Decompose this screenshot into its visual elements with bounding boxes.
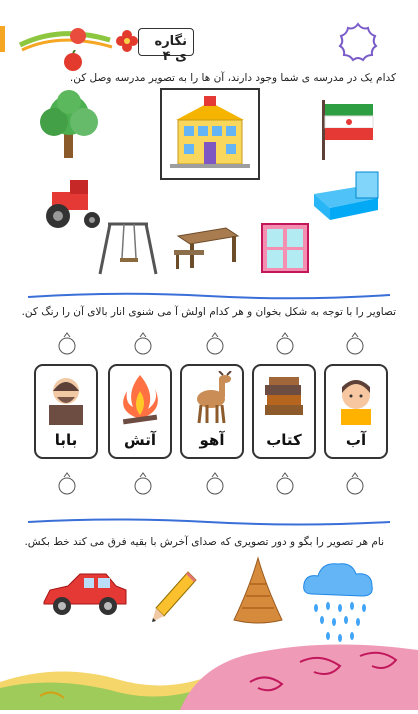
pomegranate-icon[interactable] <box>134 332 152 356</box>
decorative-frame-icon <box>336 22 380 66</box>
pomegranate-icon[interactable] <box>58 472 76 496</box>
pomegranate-icon[interactable] <box>134 472 152 496</box>
header-apple-icon <box>62 50 84 72</box>
tree-icon <box>34 90 104 160</box>
card-word: بابا <box>54 431 78 449</box>
section2-instruction: تصاویر را با توجه به شکل بخوان و هر کدام اولش آ می شنوی انار بالای آن را رنگ کن. <box>21 306 396 318</box>
card-word: آب <box>345 431 367 449</box>
books-icon <box>259 371 309 425</box>
cone-icon <box>232 556 284 626</box>
pomegranate-icon[interactable] <box>276 332 294 356</box>
swing-icon <box>96 220 160 276</box>
card-word: آهو <box>199 431 225 449</box>
pomegranate-icon[interactable] <box>206 332 224 356</box>
school-desk-icon <box>172 218 242 272</box>
pencil-icon <box>150 568 198 624</box>
card-word: کتاب <box>266 431 302 449</box>
page-title: نگاره ی ۴ <box>138 28 194 56</box>
section-divider <box>28 512 390 522</box>
father-icon <box>41 371 91 425</box>
side-tab <box>0 26 5 52</box>
card-word: آتش <box>124 431 156 449</box>
fire-icon <box>115 371 165 425</box>
word-card <box>252 364 316 459</box>
word-card <box>324 364 388 459</box>
window-icon <box>260 222 310 274</box>
flag-icon <box>318 98 378 162</box>
footer-decoration <box>0 632 418 710</box>
bed-icon <box>306 168 382 224</box>
word-card <box>180 364 244 459</box>
pomegranate-icon[interactable] <box>346 332 364 356</box>
header-flower-icon <box>116 30 138 52</box>
word-card <box>108 364 172 459</box>
section3-instruction: نام هر تصویر را بگو و دور تصویری که صدای آخرش با بقیه فرق می کند خط بکش. <box>24 536 384 548</box>
boy-icon <box>331 371 381 425</box>
pomegranate-icon[interactable] <box>58 332 76 356</box>
section1-instruction: کدام یک در مدرسه ی شما وجود دارند، آن ها را به تصویر مدرسه وصل کن. <box>69 72 396 84</box>
word-card <box>34 364 98 459</box>
pomegranate-icon[interactable] <box>206 472 224 496</box>
pomegranate-icon[interactable] <box>276 472 294 496</box>
school-frame <box>160 88 260 180</box>
car-icon <box>40 570 130 620</box>
deer-icon <box>187 371 237 425</box>
school-icon <box>162 90 258 178</box>
pomegranate-icon[interactable] <box>346 472 364 496</box>
section-divider <box>28 286 390 296</box>
